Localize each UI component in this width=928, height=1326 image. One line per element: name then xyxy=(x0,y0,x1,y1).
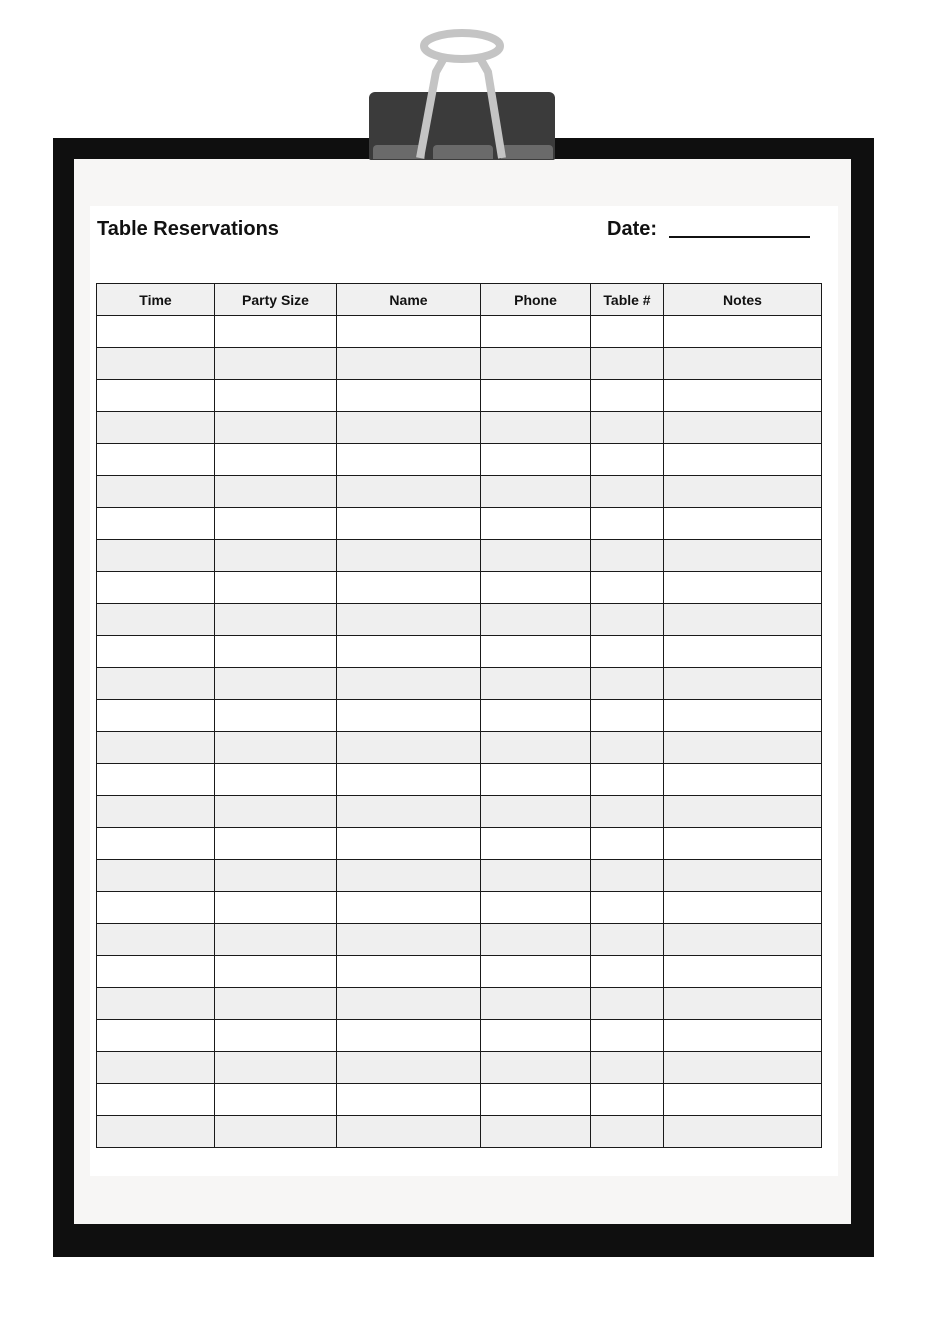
table-cell[interactable] xyxy=(664,540,822,572)
table-cell[interactable] xyxy=(215,1052,337,1084)
table-row xyxy=(97,636,822,668)
table-cell[interactable] xyxy=(337,924,481,956)
table-cell[interactable] xyxy=(591,956,664,988)
table-cell[interactable] xyxy=(215,572,337,604)
table-cell[interactable] xyxy=(337,380,481,412)
table-cell[interactable] xyxy=(664,988,822,1020)
table-cell[interactable] xyxy=(664,796,822,828)
table-cell[interactable] xyxy=(481,348,591,380)
table-cell[interactable] xyxy=(337,860,481,892)
table-cell[interactable] xyxy=(337,956,481,988)
table-cell[interactable] xyxy=(481,444,591,476)
table-cell[interactable] xyxy=(591,732,664,764)
table-row xyxy=(97,1020,822,1052)
table-cell[interactable] xyxy=(591,892,664,924)
table-cell[interactable] xyxy=(97,540,215,572)
table-cell[interactable] xyxy=(215,508,337,540)
table-cell[interactable] xyxy=(481,732,591,764)
table-cell[interactable] xyxy=(97,860,215,892)
table-cell[interactable] xyxy=(664,892,822,924)
table-cell[interactable] xyxy=(97,956,215,988)
table-cell[interactable] xyxy=(337,444,481,476)
form-title: Table Reservations xyxy=(97,218,279,240)
table-cell[interactable] xyxy=(337,796,481,828)
table-cell[interactable] xyxy=(481,316,591,348)
table-cell[interactable] xyxy=(591,316,664,348)
table-cell[interactable] xyxy=(591,380,664,412)
table-cell[interactable] xyxy=(215,1084,337,1116)
column-header-time: Time xyxy=(97,284,215,316)
table-cell[interactable] xyxy=(337,572,481,604)
table-cell[interactable] xyxy=(591,764,664,796)
table-cell[interactable] xyxy=(591,796,664,828)
table-cell[interactable] xyxy=(97,316,215,348)
table-cell[interactable] xyxy=(664,668,822,700)
table-cell[interactable] xyxy=(97,892,215,924)
column-header-phone: Phone xyxy=(481,284,591,316)
table-cell[interactable] xyxy=(215,604,337,636)
table-cell[interactable] xyxy=(481,604,591,636)
table-cell[interactable] xyxy=(591,668,664,700)
table-cell[interactable] xyxy=(97,700,215,732)
table-row xyxy=(97,668,822,700)
table-cell[interactable] xyxy=(337,764,481,796)
table-row xyxy=(97,572,822,604)
table-cell[interactable] xyxy=(481,1116,591,1148)
table-cell[interactable] xyxy=(664,1084,822,1116)
table-cell[interactable] xyxy=(591,476,664,508)
column-header-notes: Notes xyxy=(664,284,822,316)
table-cell[interactable] xyxy=(664,1116,822,1148)
table-cell[interactable] xyxy=(664,924,822,956)
table-cell[interactable] xyxy=(337,1052,481,1084)
table-row xyxy=(97,508,822,540)
table-cell[interactable] xyxy=(664,1020,822,1052)
table-cell[interactable] xyxy=(215,796,337,828)
column-header-party-size: Party Size xyxy=(215,284,337,316)
table-cell[interactable] xyxy=(337,892,481,924)
table-cell[interactable] xyxy=(215,540,337,572)
table-cell[interactable] xyxy=(337,636,481,668)
table-cell[interactable] xyxy=(97,1116,215,1148)
table-cell[interactable] xyxy=(97,572,215,604)
table-cell[interactable] xyxy=(664,764,822,796)
table-cell[interactable] xyxy=(664,476,822,508)
table-cell[interactable] xyxy=(481,1084,591,1116)
table-cell[interactable] xyxy=(337,828,481,860)
table-cell[interactable] xyxy=(591,1020,664,1052)
table-cell[interactable] xyxy=(215,348,337,380)
table-cell[interactable] xyxy=(215,444,337,476)
table-cell[interactable] xyxy=(481,540,591,572)
table-cell[interactable] xyxy=(664,636,822,668)
table-row xyxy=(97,796,822,828)
table-row xyxy=(97,1084,822,1116)
table-cell[interactable] xyxy=(337,700,481,732)
table-cell[interactable] xyxy=(337,604,481,636)
table-cell[interactable] xyxy=(481,828,591,860)
table-cell[interactable] xyxy=(337,1116,481,1148)
table-cell[interactable] xyxy=(97,1052,215,1084)
table-cell[interactable] xyxy=(97,1084,215,1116)
table-cell[interactable] xyxy=(215,412,337,444)
table-cell[interactable] xyxy=(215,828,337,860)
table-cell[interactable] xyxy=(215,956,337,988)
reservations-table xyxy=(96,283,822,1148)
table-row xyxy=(97,860,822,892)
table-cell[interactable] xyxy=(664,828,822,860)
table-cell[interactable] xyxy=(664,444,822,476)
table-row xyxy=(97,732,822,764)
table-cell[interactable] xyxy=(215,860,337,892)
table-row xyxy=(97,1116,822,1148)
table-cell[interactable] xyxy=(481,764,591,796)
table-cell[interactable] xyxy=(215,764,337,796)
table-cell[interactable] xyxy=(481,412,591,444)
table-cell[interactable] xyxy=(97,796,215,828)
table-cell[interactable] xyxy=(215,476,337,508)
table-cell[interactable] xyxy=(481,380,591,412)
table-cell[interactable] xyxy=(664,732,822,764)
table-cell[interactable] xyxy=(215,1116,337,1148)
table-row xyxy=(97,828,822,860)
table-cell[interactable] xyxy=(591,988,664,1020)
table-row xyxy=(97,540,822,572)
table-cell[interactable] xyxy=(97,668,215,700)
table-cell[interactable] xyxy=(215,924,337,956)
table-cell[interactable] xyxy=(215,700,337,732)
table-row xyxy=(97,444,822,476)
table-cell[interactable] xyxy=(481,892,591,924)
table-cell[interactable] xyxy=(337,412,481,444)
table-cell[interactable] xyxy=(591,348,664,380)
table-cell[interactable] xyxy=(481,796,591,828)
table-cell[interactable] xyxy=(481,572,591,604)
table-cell[interactable] xyxy=(591,700,664,732)
table-cell[interactable] xyxy=(97,604,215,636)
table-row xyxy=(97,764,822,796)
table-row xyxy=(97,700,822,732)
table-header-row xyxy=(97,284,822,316)
table-cell[interactable] xyxy=(97,348,215,380)
table-row xyxy=(97,380,822,412)
table-cell[interactable] xyxy=(337,988,481,1020)
table-cell[interactable] xyxy=(591,1052,664,1084)
table-row xyxy=(97,348,822,380)
table-cell[interactable] xyxy=(591,860,664,892)
table-cell[interactable] xyxy=(591,828,664,860)
table-cell[interactable] xyxy=(591,572,664,604)
table-cell[interactable] xyxy=(481,988,591,1020)
table-cell[interactable] xyxy=(337,1020,481,1052)
table-cell[interactable] xyxy=(481,924,591,956)
table-cell[interactable] xyxy=(591,636,664,668)
binder-clip-wire-icon xyxy=(0,0,928,170)
table-cell[interactable] xyxy=(337,316,481,348)
table-cell[interactable] xyxy=(481,956,591,988)
table-cell[interactable] xyxy=(337,668,481,700)
table-cell[interactable] xyxy=(215,668,337,700)
table-cell[interactable] xyxy=(97,828,215,860)
table-cell[interactable] xyxy=(97,988,215,1020)
table-cell[interactable] xyxy=(481,668,591,700)
table-cell[interactable] xyxy=(664,604,822,636)
table-cell[interactable] xyxy=(591,508,664,540)
table-cell[interactable] xyxy=(591,444,664,476)
table-cell[interactable] xyxy=(481,476,591,508)
table-cell[interactable] xyxy=(664,572,822,604)
column-header-name: Name xyxy=(337,284,481,316)
table-cell[interactable] xyxy=(337,348,481,380)
table-row xyxy=(97,956,822,988)
table-cell[interactable] xyxy=(97,380,215,412)
table-cell[interactable] xyxy=(97,636,215,668)
column-header-table-number: Table # xyxy=(591,284,664,316)
table-cell[interactable] xyxy=(97,412,215,444)
table-cell[interactable] xyxy=(664,380,822,412)
table-cell[interactable] xyxy=(337,732,481,764)
table-cell[interactable] xyxy=(215,732,337,764)
table-cell[interactable] xyxy=(481,860,591,892)
table-cell[interactable] xyxy=(664,412,822,444)
table-cell[interactable] xyxy=(664,316,822,348)
table-row xyxy=(97,924,822,956)
table-cell[interactable] xyxy=(664,860,822,892)
table-cell[interactable] xyxy=(591,604,664,636)
table-cell[interactable] xyxy=(481,700,591,732)
table-row xyxy=(97,604,822,636)
table-row xyxy=(97,988,822,1020)
table-cell[interactable] xyxy=(215,316,337,348)
table-cell[interactable] xyxy=(215,636,337,668)
table-cell[interactable] xyxy=(591,412,664,444)
table-cell[interactable] xyxy=(97,444,215,476)
table-cell[interactable] xyxy=(215,1020,337,1052)
table-cell[interactable] xyxy=(97,476,215,508)
table-cell[interactable] xyxy=(591,924,664,956)
table-cell[interactable] xyxy=(97,732,215,764)
table-cell[interactable] xyxy=(481,508,591,540)
table-cell[interactable] xyxy=(97,764,215,796)
table-row xyxy=(97,316,822,348)
table-cell[interactable] xyxy=(591,1116,664,1148)
table-cell[interactable] xyxy=(215,988,337,1020)
table-cell[interactable] xyxy=(337,1084,481,1116)
table-cell[interactable] xyxy=(664,508,822,540)
table-cell[interactable] xyxy=(664,700,822,732)
table-cell[interactable] xyxy=(337,476,481,508)
table-cell[interactable] xyxy=(664,956,822,988)
table-cell[interactable] xyxy=(97,508,215,540)
table-body xyxy=(97,316,822,1148)
table-cell[interactable] xyxy=(481,1020,591,1052)
table-cell[interactable] xyxy=(97,924,215,956)
table-cell[interactable] xyxy=(337,540,481,572)
table-cell[interactable] xyxy=(215,892,337,924)
table-cell[interactable] xyxy=(481,636,591,668)
table-cell[interactable] xyxy=(337,508,481,540)
table-row xyxy=(97,412,822,444)
date-label: Date: xyxy=(607,218,658,240)
table-cell[interactable] xyxy=(481,1052,591,1084)
table-cell[interactable] xyxy=(97,1020,215,1052)
table-cell[interactable] xyxy=(591,540,664,572)
table-row xyxy=(97,1052,822,1084)
table-cell[interactable] xyxy=(664,348,822,380)
table-cell[interactable] xyxy=(591,1084,664,1116)
table-row xyxy=(97,892,822,924)
table-cell[interactable] xyxy=(215,380,337,412)
date-field-line[interactable] xyxy=(669,236,810,238)
table-row xyxy=(97,476,822,508)
table-cell[interactable] xyxy=(664,1052,822,1084)
